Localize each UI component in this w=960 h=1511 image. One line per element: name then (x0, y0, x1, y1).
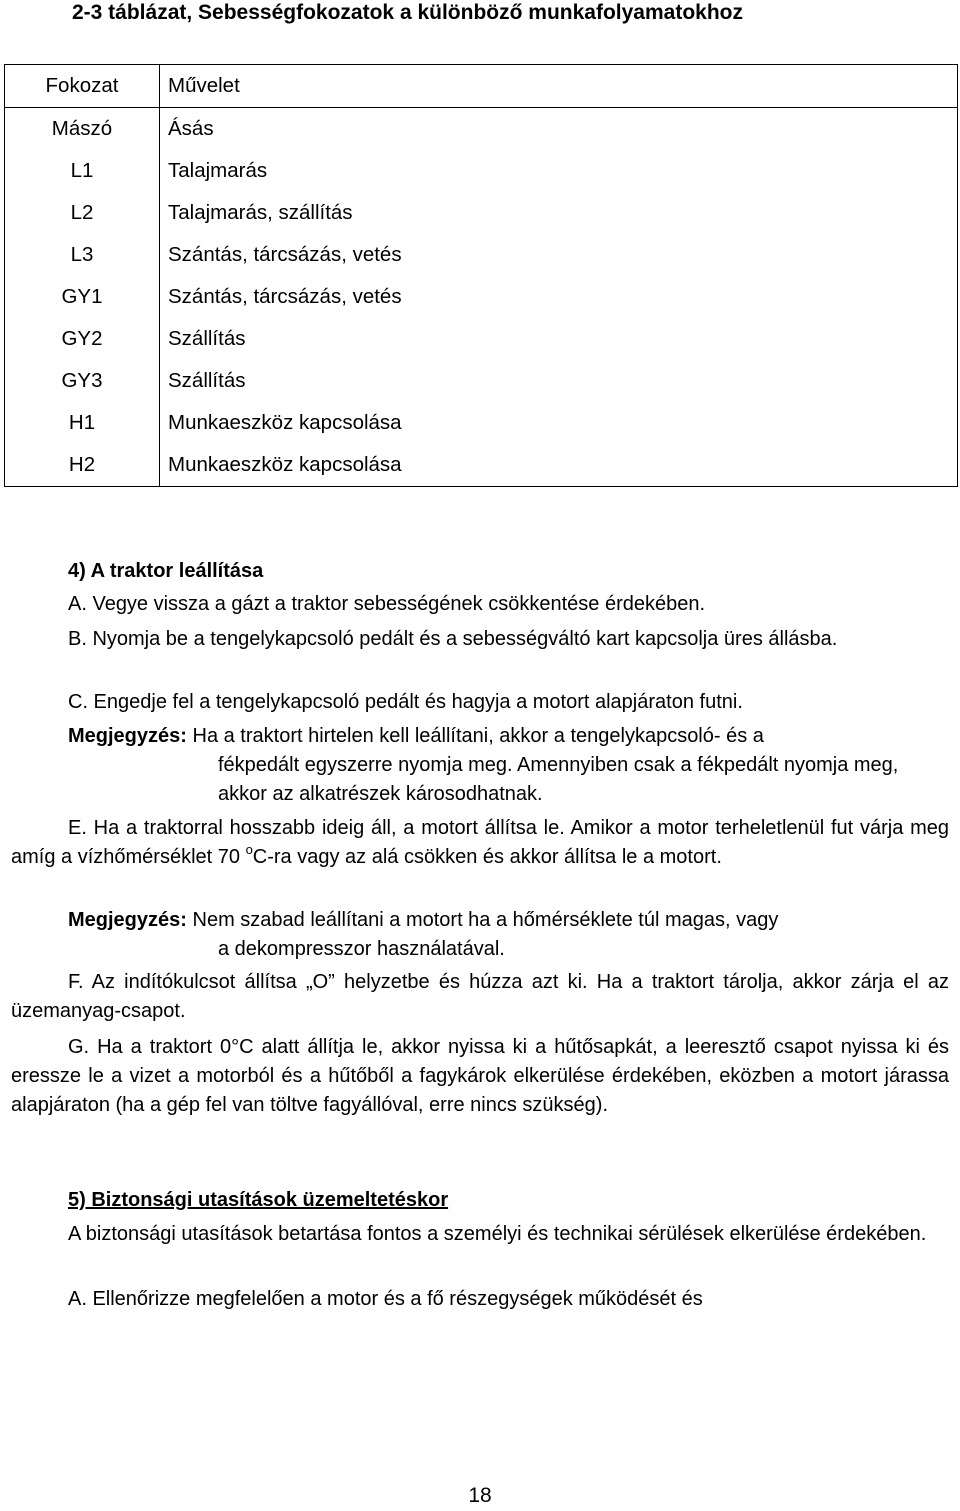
gear-cell: GY3 (5, 360, 160, 402)
gear-cell: L3 (5, 234, 160, 276)
note-1 (68, 722, 949, 809)
operation-cell: Talajmarás, szállítás (168, 201, 353, 224)
step-e-text: E. Ha a traktorral hosszabb ideig áll, a motort állítsa le. Amikor a motor terheletlenül fut várja meg amíg a vízhőmérséklet 70 (11, 817, 949, 868)
section5-heading: 5) Biztonsági utasítások üzemeltetéskor (68, 1189, 449, 1211)
section5-step-a: A. Ellenőrizze megfelelően a motor és a fő részegységek működését és (68, 1288, 703, 1310)
gear-cell: GY1 (5, 276, 160, 318)
step-e-text-end: C-ra vagy az alá csökken és akkor állítsa le a motort. (252, 846, 722, 868)
note-1-line1: Ha a traktort hirtelen kell leállítani, akkor a tengelykapcsoló- és a (192, 725, 764, 747)
header-muvelet: Művelet (160, 65, 958, 108)
note-2-line1: Nem szabad leállítani a motort ha a hőmérséklete túl magas, vagy (192, 909, 779, 931)
section5-intro: A biztonsági utasítások betartása fontos a személyi és technikai sérülések elkerülése érdekében. (68, 1223, 927, 1245)
operation-cell: Szállítás (168, 369, 246, 392)
gear-cell: GY2 (5, 318, 160, 360)
step-b: B. Nyomja be a tengelykapcsoló pedált és a sebességváltó kart kapcsolja üres állásba. (68, 628, 838, 650)
table-row (5, 234, 958, 276)
note-2-rest: a dekompresszor használatával. (218, 938, 505, 960)
step-f: F. Az indítókulcsot állítsa „O” helyzetbe és húzza azt ki. Ha a traktort tárolja, akkor zárja el az üzemanyag-csapot. (11, 971, 949, 1022)
note-1-rest: fékpedált egyszerre nyomja meg. Amennyiben csak a fékpedált nyomja meg, akkor az alkatrészek károsodhatnak. (218, 754, 899, 805)
operation-cell: Szántás, tárcsázás, vetés (168, 285, 402, 308)
gear-cell: L1 (5, 150, 160, 192)
header-fokozat: Fokozat (5, 65, 160, 108)
gear-table (4, 64, 958, 487)
note-2-label: Megjegyzés: (68, 909, 187, 931)
gear-cell: H2 (5, 444, 160, 487)
table-row (5, 108, 958, 151)
table-row (5, 192, 958, 234)
table-row (5, 402, 958, 444)
section4-heading: 4) A traktor leállítása (68, 560, 264, 582)
operation-cell: Munkaeszköz kapcsolása (168, 411, 402, 434)
step-e (11, 814, 949, 872)
operation-cell: Szántás, tárcsázás, vetés (168, 243, 402, 266)
gear-cell: L2 (5, 192, 160, 234)
degree-sup: o (245, 842, 253, 857)
step-c: C. Engedje fel a tengelykapcsoló pedált és hagyja a motort alapjáraton futni. (68, 691, 743, 713)
gear-cell: Mászó (5, 108, 160, 151)
table-row (5, 360, 958, 402)
note-2 (68, 906, 949, 964)
operation-cell: Szállítás (168, 327, 246, 350)
step-a: A. Vegye vissza a gázt a traktor sebességének csökkentése érdekében. (68, 593, 706, 615)
table-row (5, 150, 958, 192)
operation-cell: Talajmarás (168, 159, 268, 182)
operation-cell: Munkaeszköz kapcsolása (168, 453, 402, 476)
table-row (5, 276, 958, 318)
gear-cell: H1 (5, 402, 160, 444)
operation-cell: Ásás (168, 117, 214, 140)
table-row (5, 318, 958, 360)
page-number: 18 (468, 1484, 492, 1507)
table-caption: 2-3 táblázat, Sebességfokozatok a különböző munkafolyamatokhoz (72, 1, 743, 24)
note-1-label: Megjegyzés: (68, 725, 187, 747)
table-row (5, 444, 958, 487)
step-g: G. Ha a traktort 0°C alatt állítja le, akkor nyissa ki a hűtősapkát, a leeresztő csapot nyissa ki és eressze le a vizet a motorból és a hűtőből a fagykárok elkerülése érdekében, eközben a motort járassa alapjáraton (ha a gép fel van töltve fagyállóval, erre nincs szükség). (11, 1036, 949, 1116)
table-header-row (5, 65, 958, 108)
